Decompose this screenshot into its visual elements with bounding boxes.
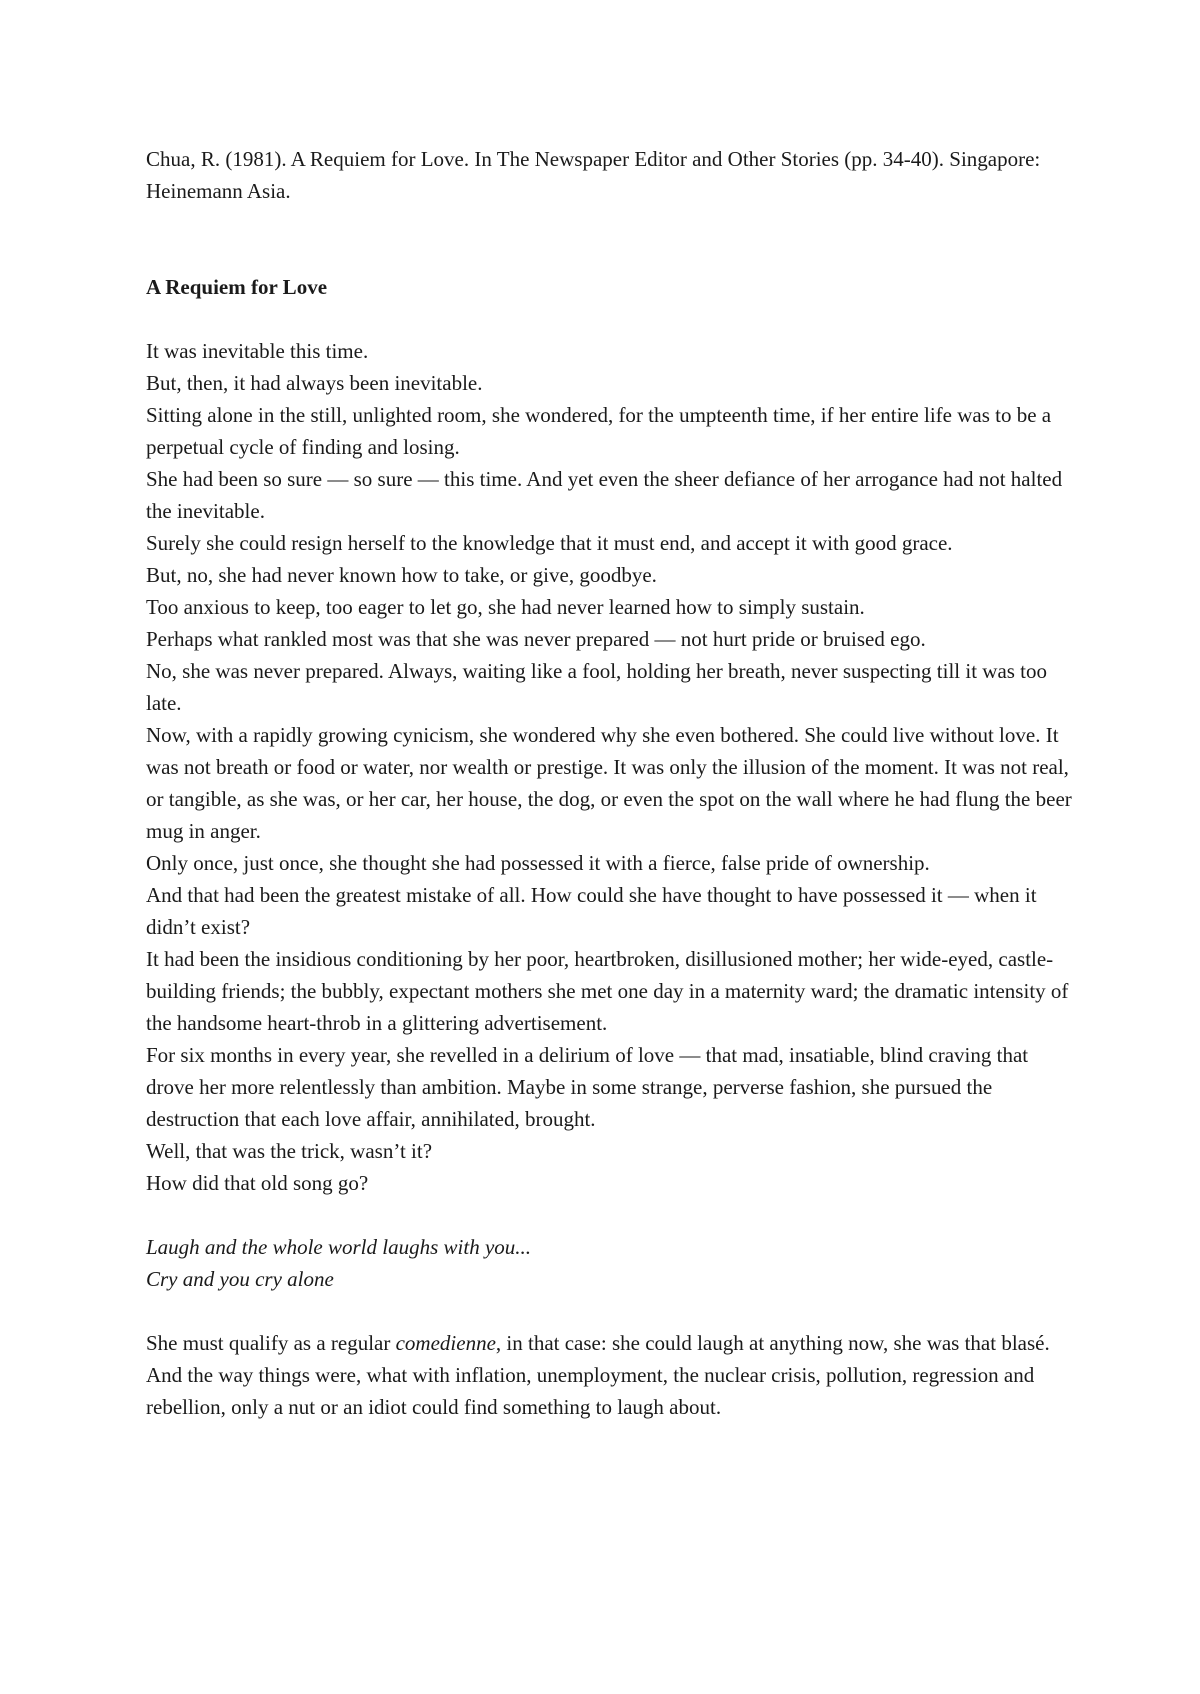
closing-emphasis: comedienne: [395, 1331, 496, 1355]
paragraph-15: Well, that was the trick, wasn’t it?: [146, 1139, 433, 1163]
song-quote: [146, 1231, 1076, 1295]
story-body: [146, 335, 1076, 1199]
paragraph-7: Too anxious to keep, too eager to let go, she had never learned how to simply sustain.: [146, 595, 865, 619]
paragraph-1: It was inevitable this time.: [146, 339, 369, 363]
paragraph-11: Only once, just once, she thought she had possessed it with a fierce, false pride of ownership.: [146, 851, 930, 875]
paragraph-3: Sitting alone in the still, unlighted room, she wondered, for the umpteenth time, if her entire life was to be a perpetual cycle of finding and losing.: [146, 403, 1052, 459]
paragraph-5: Surely she could resign herself to the knowledge that it must end, and accept it with good grace.: [146, 531, 953, 555]
paragraph-12: And that had been the greatest mistake of all. How could she have thought to have possessed it — when it didn’t exist?: [146, 883, 1037, 939]
paragraph-16: How did that old song go?: [146, 1171, 369, 1195]
citation: Chua, R. (1981). A Requiem for Love. In The Newspaper Editor and Other Stories (pp. 34-40). Singapore: Heinemann Asia.: [146, 147, 1041, 203]
paragraph-9: No, she was never prepared. Always, waiting like a fool, holding her breath, never suspecting till it was too late.: [146, 659, 1048, 715]
paragraph-2: But, then, it had always been inevitable.: [146, 371, 483, 395]
paragraph-8: Perhaps what rankled most was that she was never prepared — not hurt pride or bruised ego.: [146, 627, 926, 651]
paragraph-4: She had been so sure — so sure — this time. And yet even the sheer defiance of her arrogance had not halted the inevitable.: [146, 467, 1063, 523]
song-line-1: Laugh and the whole world laughs with you...: [146, 1235, 532, 1259]
closing-text-after: , in that case: she could laugh at anything now, she was that blasé. And the way things were, what with inflation, unemployment, the nuclear crisis, pollution, regression and rebellion, only a nut or an idiot could find something to laugh about.: [146, 1331, 1050, 1419]
closing-text-before: She must qualify as a regular: [146, 1331, 396, 1355]
paragraph-14: For six months in every year, she revelled in a delirium of love — that mad, insatiable, blind craving that drove her more relentlessly than ambition. Maybe in some strange, perverse fashion, she pursued the destruction that each love affair, annihilated, brought.: [146, 1043, 1029, 1131]
paragraph-13: It had been the insidious conditioning by her poor, heartbroken, disillusioned mother; her wide-eyed, castle-building friends; the bubbly, expectant mothers she met one day in a maternity ward; the dramatic intensity of the handsome heart-throb in a glittering advertisement.: [146, 947, 1069, 1035]
document-page: [146, 143, 1076, 1423]
paragraph-6: But, no, she had never known how to take, or give, goodbye.: [146, 563, 657, 587]
paragraph-10: Now, with a rapidly growing cynicism, she wondered why she even bothered. She could live without love. It was not breath or food or water, nor wealth or prestige. It was only the illusion of the moment. It was not real, or tangible, as she was, or her car, her house, the dog, or even the spot on the wall where he had flung the beer mug in anger.: [146, 723, 1072, 843]
story-title: A Requiem for Love: [146, 275, 328, 299]
song-line-2: Cry and you cry alone: [146, 1267, 334, 1291]
closing-paragraph: [146, 1327, 1076, 1423]
